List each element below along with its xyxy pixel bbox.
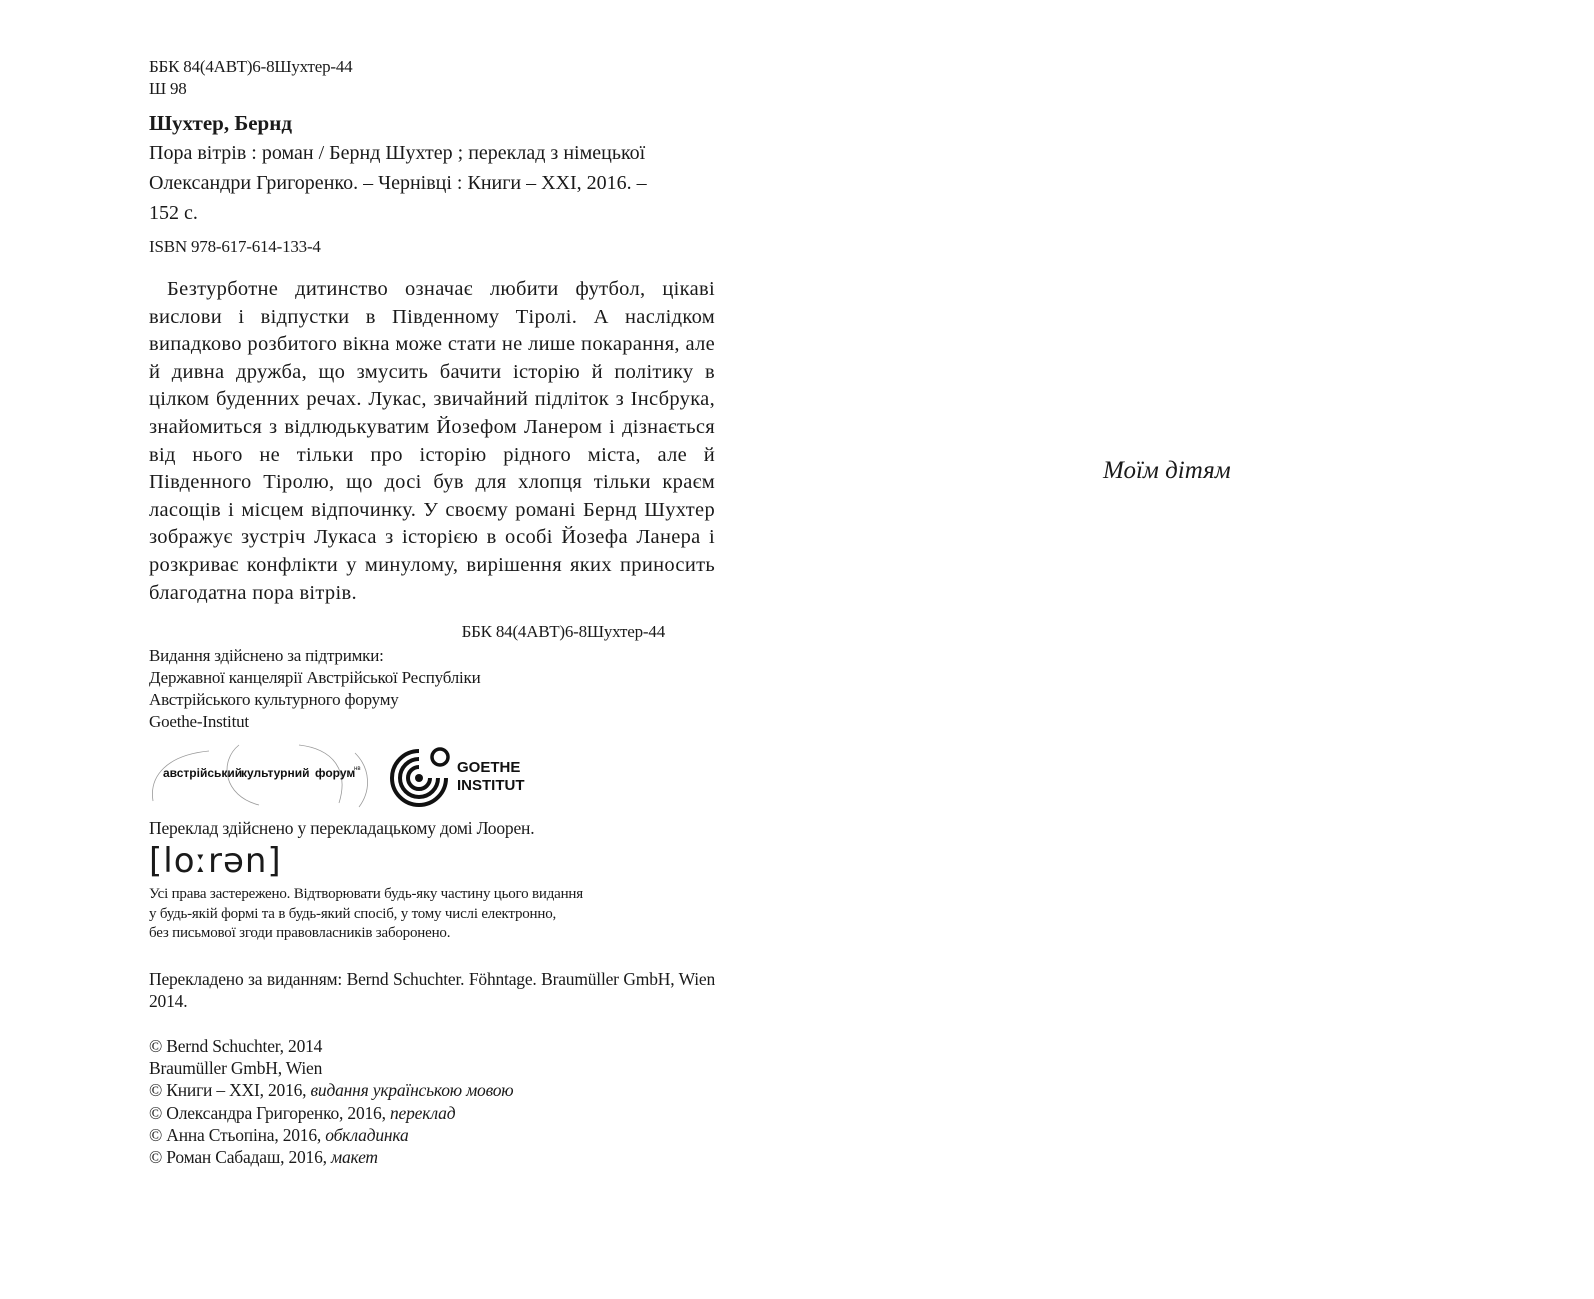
copyright-line: © Олександра Григоренко, 2016, переклад [149, 1102, 456, 1123]
rights-line: Усі права застережено. Відтворювати будь-яку частину цього видання [149, 886, 583, 903]
sponsor-akf: Австрійського культурного форуму [149, 690, 399, 710]
imprint-page [149, 56, 715, 1168]
dedication: Моїм дітям [1103, 457, 1231, 484]
book-abstract: Безтурботне дитинство означає любити футбол, цікаві вислови і відпустки в Південному Тіролі. А наслідком випадково розбитого вікна може стати не лише покарання, але й дивна дружба, що змусить бачити історію й політику в цілком буденних речах. Лукас, звичайний підліток з Інсбрука, знайомиться з відлюдькуватим Йозефом Ланером і дізнається від нього не тільки про історію рідного міста, але й Південного Тіролю, що досі був для хлопця тільки краєм ласощів і місцем відпочинку. У своєму романі Бернд Шухтер зображує зустріч Лукаса з історією в особі Йозефа Ланера і розкриває конфлікти у минулому, вирішення яких приносить благодатна пора вітрів. [149, 278, 715, 604]
bib-line-pages: 152 с. [149, 202, 198, 224]
sponsor-chancellery: Державної канцелярії Австрійської Республіки [149, 668, 481, 688]
akf-word-1: австрійський [163, 766, 243, 781]
copyright-list [149, 1035, 715, 1169]
rights-line: у будь-якій формі та в будь-який спосіб, у тому числі електронно, [149, 905, 557, 922]
copyright-line: Braumüller GmbH, Wien [149, 1057, 323, 1078]
goethe-text-line1: GOETHE [457, 759, 521, 777]
author-heading: Шухтер, Бернд [149, 111, 292, 135]
support-heading: Видання здійснено за підтримки: [149, 646, 384, 666]
rights-notice [149, 885, 715, 944]
copyright-line: © Анна Стьопіна, 2016, обкладинка [149, 1124, 409, 1145]
translation-note: Переклад здійснено у перекладацькому домі Лоорен. [149, 818, 535, 839]
copyright-line: © Роман Сабадаш, 2016, макет [149, 1147, 378, 1168]
copyright-line: © Книги – XXI, 2016, видання українською мовою [149, 1080, 514, 1101]
bbk-code-bottom: ББК 84(4АВТ)6-8Шухтер-44 [461, 622, 665, 642]
author-sign: Ш 98 [149, 79, 187, 98]
bbk-code: ББК 84(4АВТ)6-8Шухтер-44 [149, 57, 353, 76]
loren-logo: [loːrən] [149, 841, 282, 882]
bibliographic-description [149, 138, 715, 228]
copyright-line: © Bernd Schuchter, 2014 [149, 1035, 323, 1056]
rights-line: без письмової згоди правовласників заборонено. [149, 925, 451, 942]
akf-word-3: форум [315, 766, 356, 781]
akf-superscript: нв [354, 766, 361, 773]
bib-line-title: Пора вітрів : роман / Бернд Шухтер ; переклад з німецької [149, 142, 646, 164]
source-edition-note: Перекладено за виданням: Bernd Schuchter. Föhntage. Braumüller GmbH, Wien 2014. [149, 968, 715, 1012]
sponsor-goethe: Goethe-Institut [149, 712, 249, 732]
austrian-cultural-forum-logo [149, 741, 371, 811]
classification-codes [149, 56, 715, 100]
support-block [149, 645, 715, 733]
isbn: ISBN 978-617-614-133-4 [149, 237, 321, 256]
goethe-institut-logo [389, 745, 529, 809]
goethe-text-line2: INSTITUT [457, 777, 525, 795]
bib-line-publisher: Олександри Григоренко. – Чернівці : Книги – XXI, 2016. – [149, 172, 647, 194]
akf-word-2: культурний [241, 766, 310, 781]
sponsor-logos [149, 741, 715, 811]
